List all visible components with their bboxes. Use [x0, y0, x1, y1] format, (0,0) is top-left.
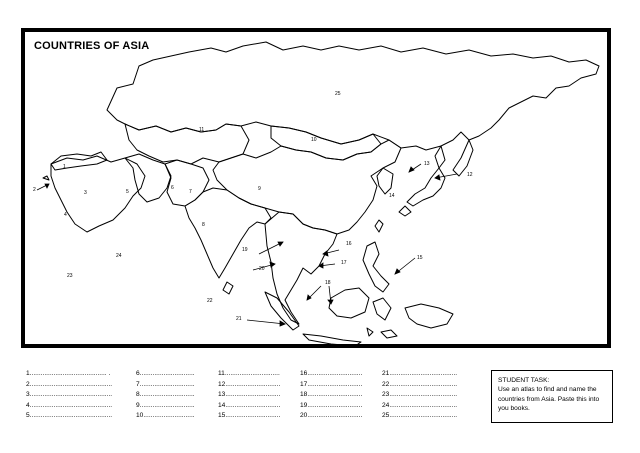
answer-line-9[interactable]: 9..............................	[136, 401, 195, 409]
answer-line-5[interactable]: 5.............................................	[26, 412, 113, 420]
map-label-1: 1	[63, 164, 66, 170]
answer-column-4	[300, 369, 362, 422]
map-label-8: 8	[202, 222, 205, 228]
answer-line-4[interactable]: 4.............................................	[26, 401, 113, 409]
map-label-25: 25	[335, 91, 341, 97]
answer-column-5	[382, 369, 457, 422]
map-label-24: 24	[116, 253, 122, 259]
answer-line-17[interactable]: 17..............................	[300, 380, 363, 388]
answer-line-22[interactable]: 22.....................................	[382, 380, 458, 388]
china-outline	[213, 140, 401, 234]
map-label-7: 7	[189, 189, 192, 195]
japan-outline	[407, 168, 445, 206]
answer-line-14[interactable]: 14..............................	[218, 401, 281, 409]
answer-column-3	[218, 369, 280, 422]
map-label-23: 23	[67, 273, 73, 279]
answer-line-20[interactable]: 20..............................	[300, 412, 363, 420]
student-task-heading: STUDENT TASK:	[498, 377, 550, 384]
philippines-outline	[363, 242, 389, 292]
answer-line-24[interactable]: 24.....................................	[382, 401, 458, 409]
answer-line-16[interactable]: 16..............................	[300, 370, 363, 377]
answer-line-15[interactable]: 15..............................	[218, 412, 281, 420]
answer-line-11[interactable]: 11..............................	[218, 370, 280, 377]
asia-map	[21, 28, 611, 348]
map-label-22: 22	[207, 298, 213, 304]
answer-line-12[interactable]: 12..............................	[218, 380, 281, 388]
page-title: COUNTRIES OF ASIA	[34, 40, 150, 52]
map-label-21: 21	[236, 316, 242, 322]
map-label-20: 20	[259, 266, 265, 272]
answer-line-25[interactable]: 25.....................................	[382, 412, 458, 420]
map-label-3: 3	[84, 190, 87, 196]
map-label-2: 2	[33, 187, 36, 193]
answer-line-18[interactable]: 18..............................	[300, 391, 363, 399]
answer-line-19[interactable]: 19..............................	[300, 401, 363, 409]
map-label-6: 6	[171, 185, 174, 191]
india-outline	[185, 188, 271, 278]
map-label-10: 10	[311, 137, 317, 143]
student-task-box	[491, 370, 613, 423]
map-label-9: 9	[258, 186, 261, 192]
answer-line-10[interactable]: 10............................	[136, 412, 195, 420]
student-task-text: Use an atlas to find and name the countries from Asia. Paste this into you books.	[498, 386, 600, 413]
russia-outline	[107, 42, 599, 150]
answer-line-7[interactable]: 7..............................	[136, 380, 195, 388]
answer-column-2	[136, 369, 195, 422]
map-label-17: 17	[341, 260, 347, 266]
answer-line-13[interactable]: 13..............................	[218, 391, 281, 399]
answer-line-21[interactable]: 21.....................................	[382, 370, 458, 377]
map-label-14: 14	[389, 193, 395, 199]
map-label-4: 4	[64, 212, 67, 218]
answer-line-6[interactable]: 6..............................	[136, 370, 195, 377]
map-label-12: 12	[467, 172, 473, 178]
map-label-19: 19	[242, 247, 248, 253]
map-label-5: 5	[126, 189, 129, 195]
mongolia-outline	[271, 126, 381, 160]
map-label-11: 11	[199, 127, 205, 133]
answer-line-1[interactable]: 1.......................................... .	[26, 370, 111, 377]
answer-line-8[interactable]: 8..............................	[136, 391, 195, 399]
answer-column-1	[26, 369, 112, 422]
answer-line-23[interactable]: 23.....................................	[382, 391, 458, 399]
answer-line-2[interactable]: 2.............................................	[26, 380, 113, 388]
map-label-16: 16	[346, 241, 352, 247]
se-asia-outline	[265, 212, 337, 324]
map-label-15: 15	[417, 255, 423, 261]
map-label-18: 18	[325, 280, 331, 286]
map-label-13: 13	[424, 161, 430, 167]
answer-lines	[26, 369, 476, 429]
answer-line-3[interactable]: 3.............................................	[26, 391, 113, 399]
